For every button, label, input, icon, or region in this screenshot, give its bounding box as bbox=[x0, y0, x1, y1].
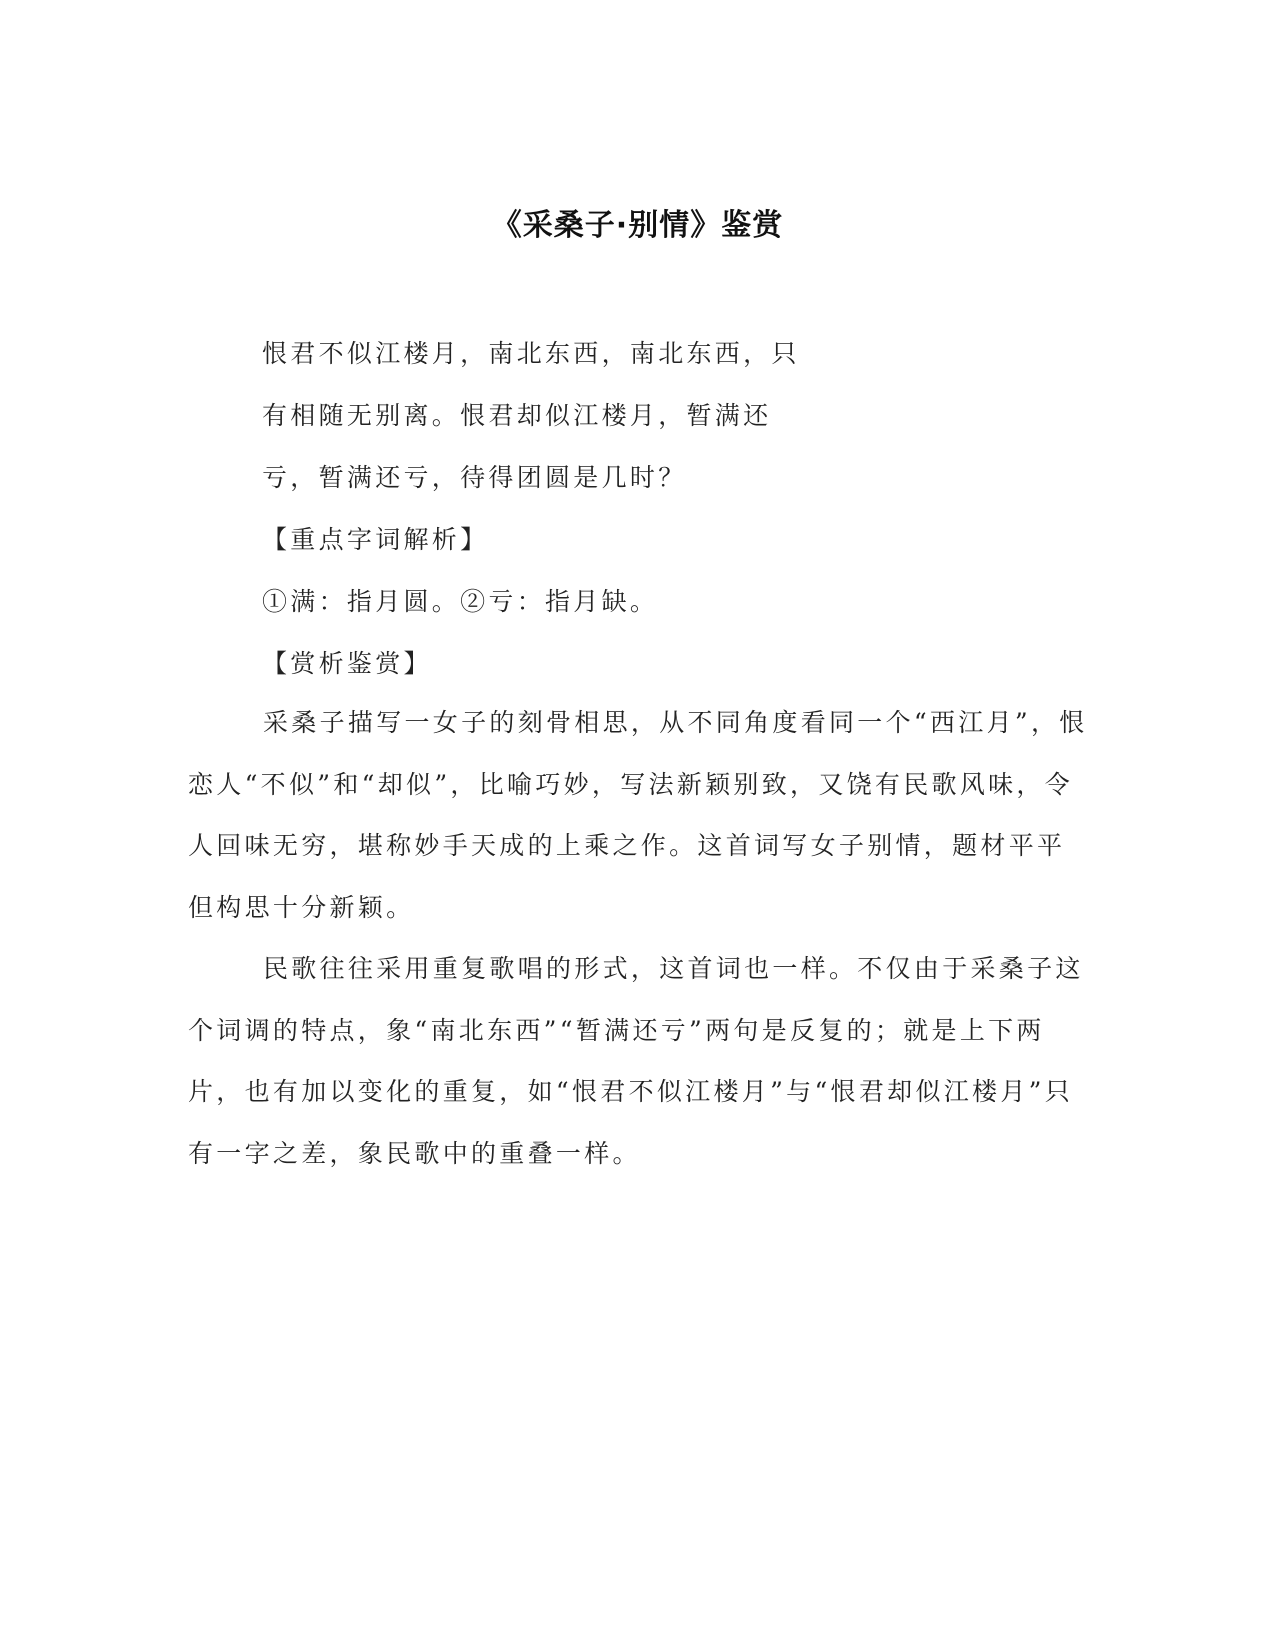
poem-line-2: 有相随无别离。恨君却似江楼月，暂满还 bbox=[262, 401, 772, 430]
poem-line-1: 恨君不似江楼月，南北东西，南北东西，只 bbox=[262, 339, 800, 368]
section-heading-appreciation: 【赏析鉴赏】 bbox=[262, 649, 432, 678]
document-title: 《采桑子·别情》鉴赏 bbox=[491, 208, 784, 243]
poem-line-3: 亏，暂满还亏，待得团圆是几时？ bbox=[262, 463, 687, 492]
appreciation-paragraph-2: 民歌往往采用重复歌唱的形式，这首词也一样。不仅由于采桑子这个词调的特点，象“南北东西”“暂满还亏”两句是反复的；就是上下两片，也有加以变化的重复，如“恨君不似江楼月”与“恨君却似江楼月”只有一字之差，象民歌中的重叠一样。 bbox=[188, 954, 1084, 1168]
appreciation-paragraph-1: 采桑子描写一女子的刻骨相思，从不同角度看同一个“西江月”，恨恋人“不似”和“却似”，比喻巧妙，写法新颖别致，又饶有民歌风味，令人回味无穷，堪称妙手天成的上乘之作。这首词写女子别情，题材平平但构思十分新颖。 bbox=[188, 708, 1088, 922]
word-notes: ①满：指月圆。②亏：指月缺。 bbox=[262, 587, 659, 616]
section-heading-word-analysis: 【重点字词解析】 bbox=[262, 525, 489, 554]
